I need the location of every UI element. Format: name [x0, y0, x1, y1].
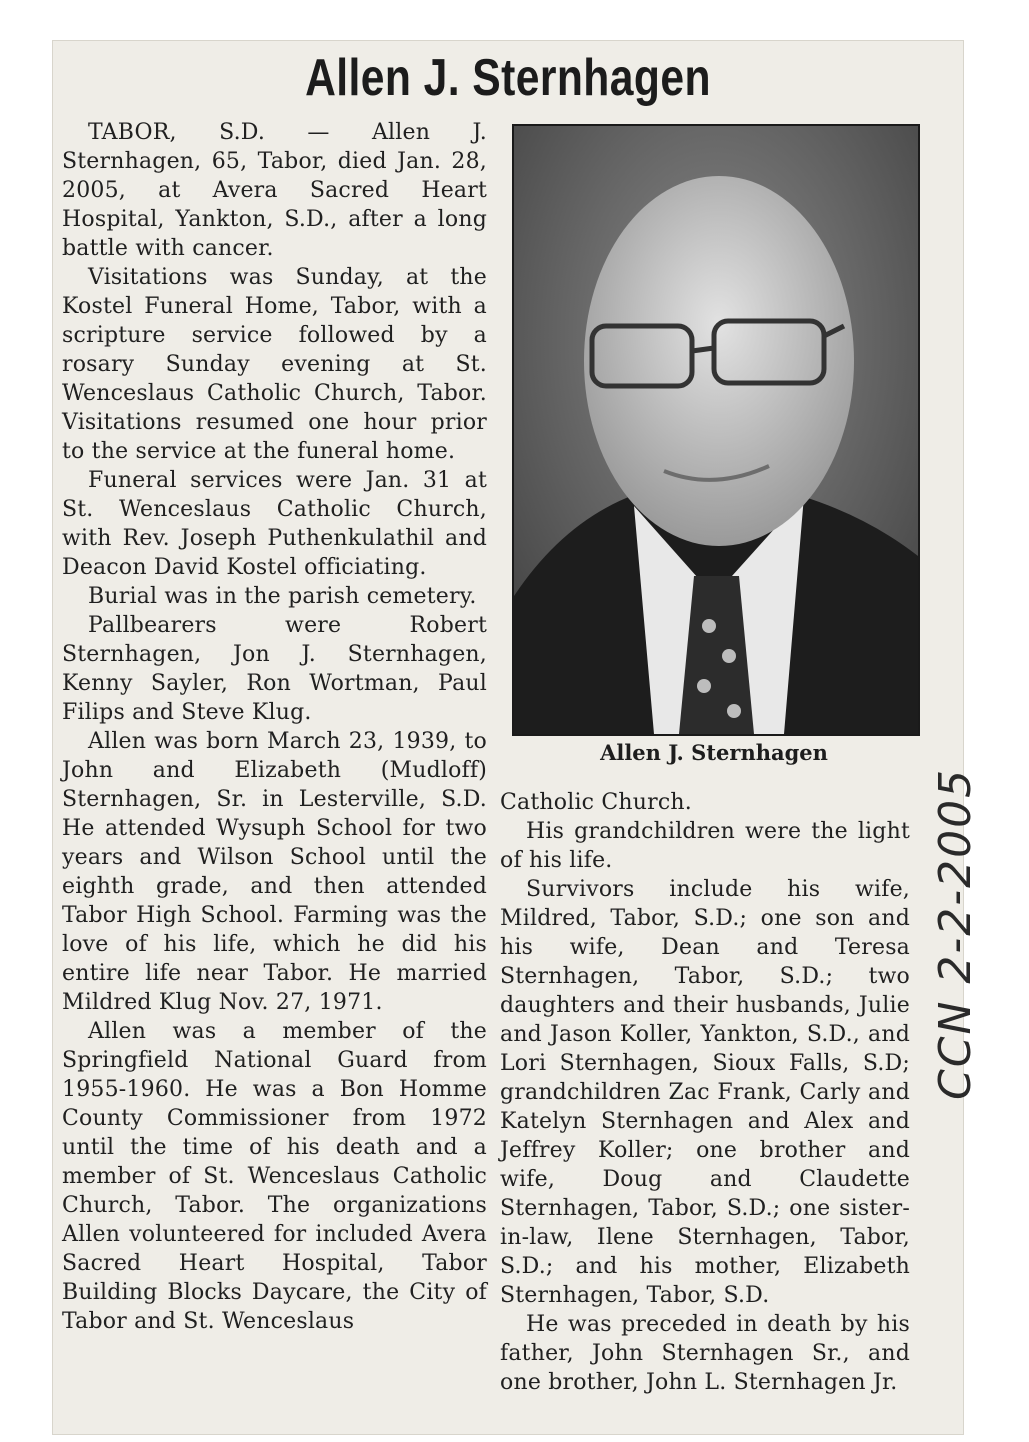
- paragraph: Allen was born March 23, 1939, to John and Elizabeth (Mudloff) Sternhagen, Sr. in Lesterville, S.D. He attended Wysuph School for two years and Wilson School until the eighth grade, and then attended Tabor High School. Farming was the love of his life, which he did his entire life near Tabor. He married Mildred Klug Nov. 27, 1971.: [62, 729, 487, 1015]
- left-column: [62, 118, 487, 1336]
- paragraph: Pallbearers were Robert Sternhagen, Jon J. Sternhagen, Kenny Sayler, Ron Wortman, Paul Filips and Steve Klug.: [62, 613, 487, 725]
- portrait-photo: [512, 124, 920, 736]
- paragraph: Allen was a member of the Springfield National Guard from 1955-1960. He was a Bon Homme County Commissioner from 1972 until the time of his death and a member of St. Wenceslaus Catholic Church, Tabor. The organizations Allen volunteered for included Avera Sacred Heart Hospital, Tabor Building Blocks Daycare, the City of Tabor and St. Wenceslaus: [62, 1019, 487, 1334]
- paragraph: Burial was in the parish cemetery.: [88, 584, 477, 609]
- paragraph: His grandchildren were the light of his life.: [500, 819, 910, 873]
- paragraph: Survivors include his wife, Mildred, Tabor, S.D.; one son and his wife, Dean and Teresa Sternhagen, Tabor, S.D.; two daughters and their husbands, Julie and Jason Koller, Yankton, S.D., and Lori Sternhagen, Sioux Falls, S.D; grandchildren Zac Frank, Carly and Katelyn Sternhagen and Alex and Jeffrey Koller; one brother and wife, Doug and Claudette Sternhagen, Tabor, S.D.; one sister-in-law, Ilene Sternhagen, Tabor, S.D.; and his mother, Elizabeth Sternhagen, Tabor, S.D.: [500, 877, 910, 1308]
- paragraph: Catholic Church.: [500, 790, 692, 815]
- paragraph: He was preceded in death by his father, John Sternhagen Sr., and one brother, John L. Sternhagen Jr.: [500, 1312, 910, 1395]
- paragraph: TABOR, S.D. — Allen J. Sternhagen, 65, Tabor, died Jan. 28, 2005, at Avera Sacred Heart Hospital, Yankton, S.D., after a long battle with cancer.: [62, 120, 487, 261]
- right-column: [500, 788, 910, 1397]
- paragraph: Visitations was Sunday, at the Kostel Funeral Home, Tabor, with a scripture service followed by a rosary Sunday evening at St. Wenceslaus Catholic Church, Tabor. Visitations resumed one hour prior to the service at the funeral home.: [62, 265, 487, 464]
- headline: Allen J. Sternhagen: [305, 49, 711, 107]
- photo-caption: Allen J. Sternhagen: [600, 740, 828, 765]
- paragraph: Funeral services were Jan. 31 at St. Wenceslaus Catholic Church, with Rev. Joseph Puthenkulathil and Deacon David Kostel officiating.: [62, 468, 487, 580]
- handwritten-date-note: CCN 2-2-2005: [930, 767, 981, 1100]
